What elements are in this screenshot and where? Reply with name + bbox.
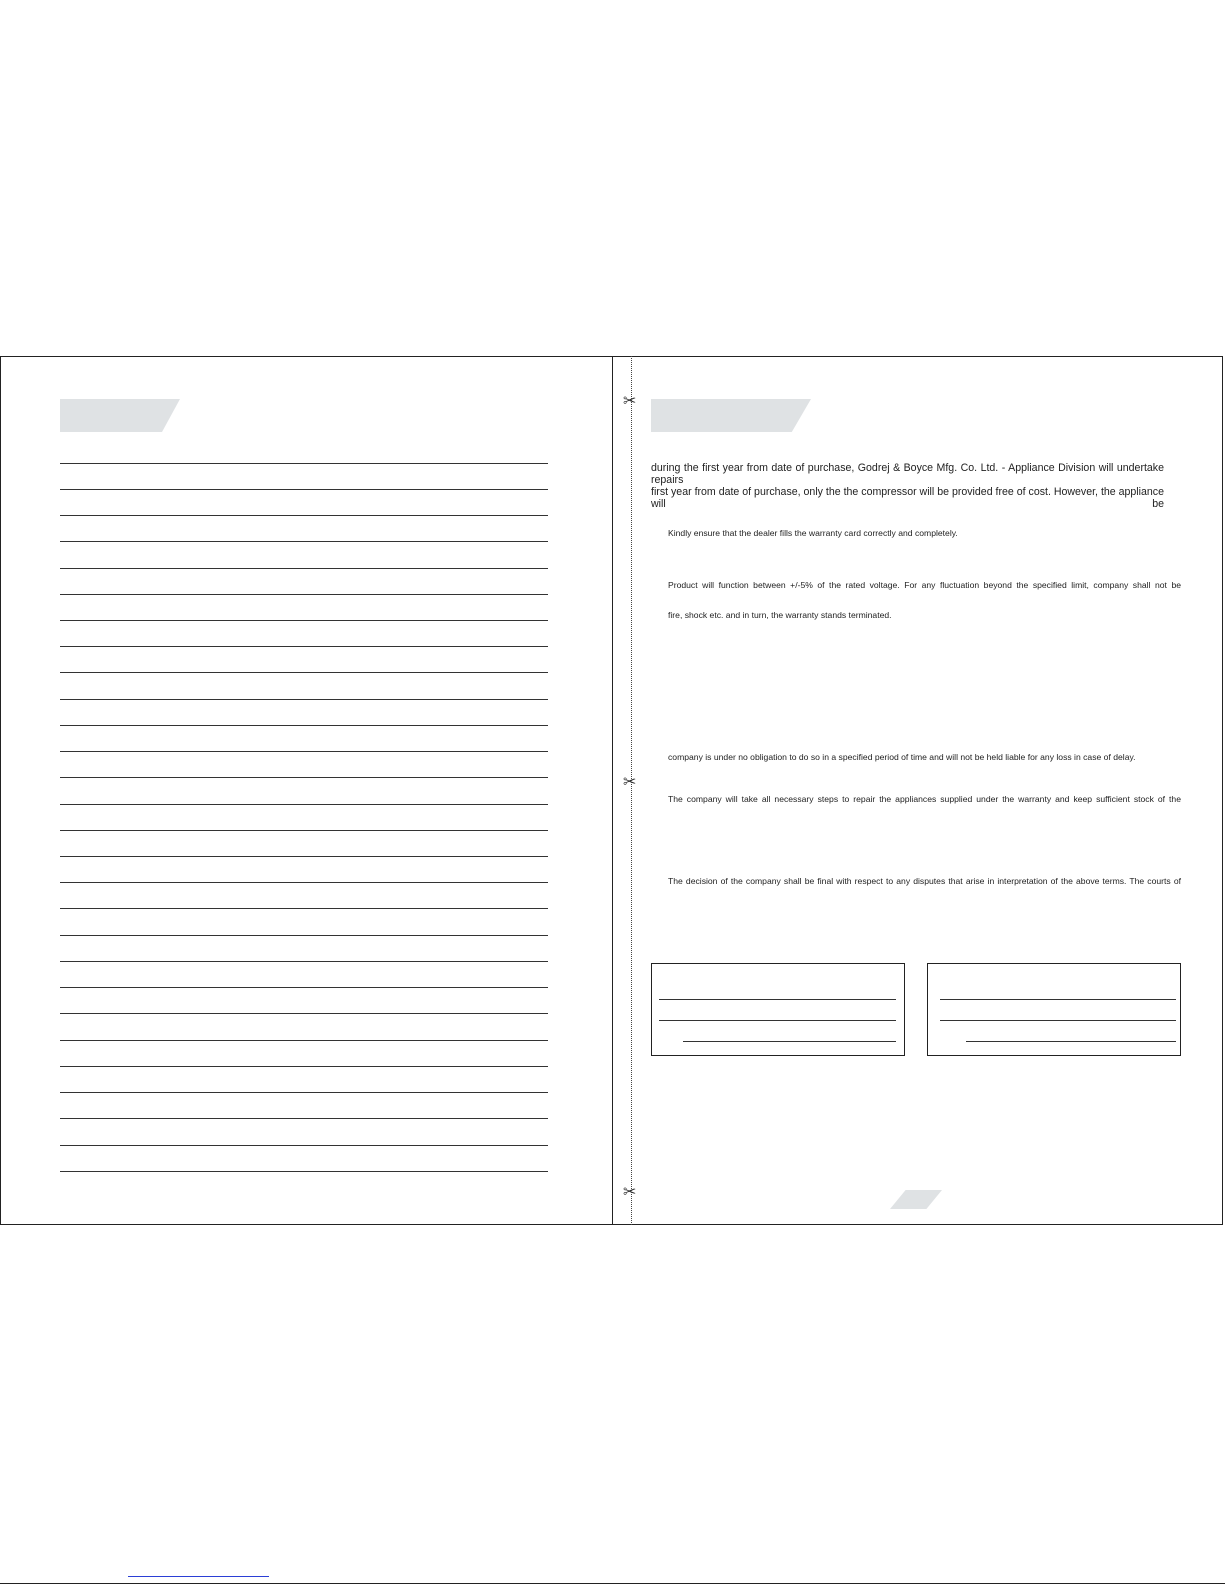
fill-in-line[interactable]	[966, 1041, 1176, 1042]
note-line[interactable]	[60, 987, 548, 988]
note-line[interactable]	[60, 699, 548, 700]
link-underline[interactable]	[128, 1576, 269, 1577]
note-line[interactable]	[60, 1066, 548, 1067]
fill-in-line[interactable]	[940, 999, 1176, 1000]
note-line[interactable]	[60, 1040, 548, 1041]
note-line[interactable]	[60, 594, 548, 595]
note-line[interactable]	[60, 646, 548, 647]
warranty-heading-tab	[651, 399, 811, 432]
note-line[interactable]	[60, 961, 548, 962]
dealer-details-box	[651, 963, 905, 1056]
note-line[interactable]	[60, 1145, 548, 1146]
warranty-text-line: during the first year from date of purchase, Godrej & Boyce Mfg. Co. Ltd. - Appliance Division will undertake repairs	[651, 462, 1164, 486]
page-divider	[612, 356, 613, 1225]
note-line[interactable]	[60, 541, 548, 542]
scissors-icon: ✂	[623, 391, 637, 410]
warranty-text-line: company is under no obligation to do so in a specified period of time and will not be held liable for any loss in case of delay.	[668, 752, 1136, 762]
note-line[interactable]	[60, 751, 548, 752]
warranty-text-line: Product will function between +/-5% of the rated voltage. For any fluctuation beyond the specified limit, company shall not be	[668, 580, 1181, 590]
note-line[interactable]	[60, 804, 548, 805]
note-line[interactable]	[60, 777, 548, 778]
note-line[interactable]	[60, 830, 548, 831]
note-line[interactable]	[60, 463, 548, 464]
customer-details-box	[927, 963, 1181, 1056]
fill-in-line[interactable]	[940, 1020, 1176, 1021]
scissors-icon: ✂	[623, 1182, 637, 1201]
note-line[interactable]	[60, 672, 548, 673]
warranty-text-line: The decision of the company shall be final with respect to any disputes that arise in interpretation of the above terms. The courts of	[668, 876, 1181, 886]
warranty-text-line: fire, shock etc. and in turn, the warranty stands terminated.	[668, 610, 892, 620]
fill-in-line[interactable]	[683, 1041, 896, 1042]
note-line[interactable]	[60, 856, 548, 857]
note-line[interactable]	[60, 1171, 548, 1172]
bottom-rule	[0, 1583, 1225, 1584]
note-line[interactable]	[60, 1013, 548, 1014]
note-line[interactable]	[60, 568, 548, 569]
note-line[interactable]	[60, 882, 548, 883]
note-line[interactable]	[60, 1118, 548, 1119]
note-line[interactable]	[60, 725, 548, 726]
notes-heading-tab	[60, 399, 180, 432]
note-line[interactable]	[60, 935, 548, 936]
warranty-text-line: The company will take all necessary steps to repair the appliances supplied under the warranty and keep sufficient stock of the	[668, 794, 1181, 804]
note-line[interactable]	[60, 908, 548, 909]
fill-in-line[interactable]	[659, 999, 896, 1000]
note-line[interactable]	[60, 620, 548, 621]
scissors-icon: ✂	[623, 772, 637, 791]
note-line[interactable]	[60, 489, 548, 490]
note-line[interactable]	[60, 515, 548, 516]
note-line[interactable]	[60, 1092, 548, 1093]
warranty-text-line: first year from date of purchase, only the the compressor will be provided free of cost. However, the appliance will be	[651, 486, 1164, 510]
warranty-text-line: Kindly ensure that the dealer fills the warranty card correctly and completely.	[668, 528, 958, 538]
fill-in-line[interactable]	[659, 1020, 896, 1021]
